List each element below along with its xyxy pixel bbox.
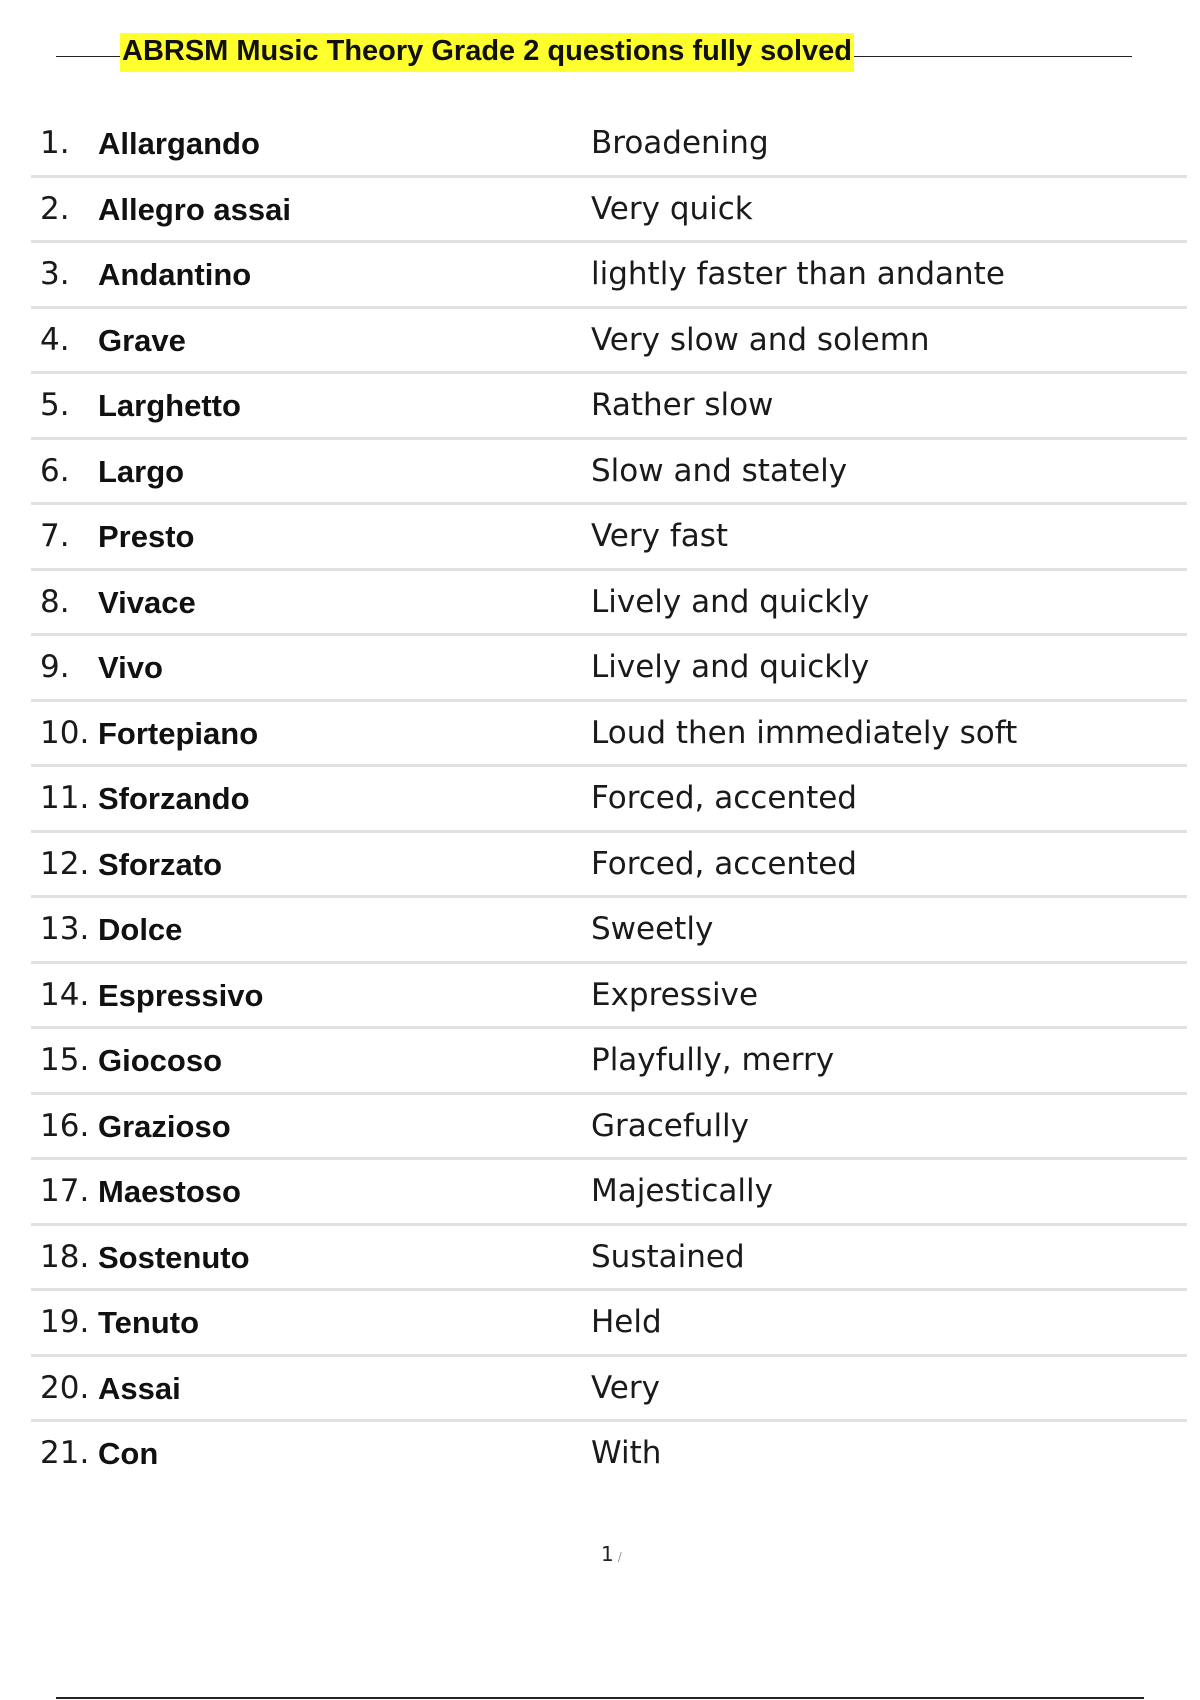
term-number: 13. [40,911,90,947]
term-row [31,571,1187,637]
term-number: 1. [40,125,70,161]
term-name: Sforzato [98,846,222,882]
term-number: 18. [40,1238,90,1275]
term-definition: Held [591,1304,662,1340]
term-name: Espressivo [98,977,264,1013]
term-name: Grave [98,322,186,358]
term-name: Giocoso [98,1043,223,1078]
term-definition: Gracefully [591,1107,750,1144]
term-definition: Lively and quickly [591,583,870,620]
term-definition: lightly faster than andante [591,256,1005,292]
term-definition: With [591,1435,662,1471]
term-row [31,1422,1187,1488]
term-number: 17. [40,1173,90,1209]
term-number: 11. [40,780,90,816]
term-name: Grazioso [98,1108,231,1144]
term-definition: Very slow and solemn [591,321,930,358]
document-title: ABRSM Music Theory Grade 2 questions fully solved [120,33,854,72]
term-number: 20. [40,1369,90,1406]
term-name: Sforzando [98,781,250,816]
document-header [56,30,1132,78]
term-number: 14. [40,976,90,1013]
term-row [31,1226,1187,1292]
term-definition: Majestically [591,1173,773,1209]
term-definition: Expressive [591,976,759,1013]
term-row [31,1029,1187,1095]
page-number [601,1542,622,1566]
term-name: Allargando [98,126,260,161]
term-row [31,440,1187,506]
term-row [31,1095,1187,1161]
term-number: 5. [40,387,70,423]
term-name: Fortepiano [98,715,259,751]
term-row [31,964,1187,1030]
term-number: 3. [40,256,70,292]
term-row [31,636,1187,702]
term-definition: Very quick [591,190,753,227]
term-definition: Very [591,1369,660,1406]
term-row [31,243,1187,309]
term-row [31,505,1187,571]
term-name: Tenuto [98,1305,200,1340]
term-name: Sostenuto [98,1239,250,1275]
term-list [31,112,1187,1488]
term-definition: Rather slow [591,387,774,423]
term-row [31,898,1187,964]
footer-rule [56,1697,1144,1699]
term-name: Maestoso [98,1174,241,1209]
term-row [31,833,1187,899]
term-name: Andantino [98,257,252,292]
term-name: Allegro assai [98,191,291,227]
term-number: 15. [40,1042,90,1078]
term-name: Assai [98,1370,181,1406]
term-row [31,309,1187,375]
term-definition: Sustained [591,1238,745,1275]
term-number: 4. [40,321,70,358]
term-number: 8. [40,583,70,620]
term-number: 2. [40,190,70,227]
term-definition: Very fast [591,518,729,554]
term-number: 7. [40,518,70,554]
term-definition: Forced, accented [591,780,857,816]
term-row [31,1357,1187,1423]
term-row [31,1291,1187,1357]
term-definition: Loud then immediately soft [591,714,1018,751]
term-name: Dolce [98,912,183,947]
term-definition: Slow and stately [591,452,848,489]
term-row [31,1160,1187,1226]
term-row [31,702,1187,768]
term-name: Con [98,1436,159,1471]
term-number: 16. [40,1107,90,1144]
term-definition: Sweetly [591,911,714,947]
term-definition: Playfully, merry [591,1042,835,1078]
term-number: 6. [40,452,70,489]
term-name: Vivo [98,650,163,685]
term-name: Largo [98,453,185,489]
term-name: Larghetto [98,388,241,423]
term-row [31,178,1187,244]
page-number-value: 1 [601,1542,614,1566]
term-row [31,767,1187,833]
page-number-suffix: / [617,1550,622,1564]
term-number: 10. [40,714,90,751]
term-definition: Broadening [591,125,769,161]
term-definition: Forced, accented [591,845,857,882]
term-number: 12. [40,845,90,882]
term-name: Vivace [98,584,196,620]
term-row [31,112,1187,178]
term-number: 19. [40,1304,90,1340]
term-row [31,374,1187,440]
term-name: Presto [98,519,195,554]
term-definition: Lively and quickly [591,649,870,685]
term-number: 21. [40,1435,90,1471]
term-number: 9. [40,649,70,685]
